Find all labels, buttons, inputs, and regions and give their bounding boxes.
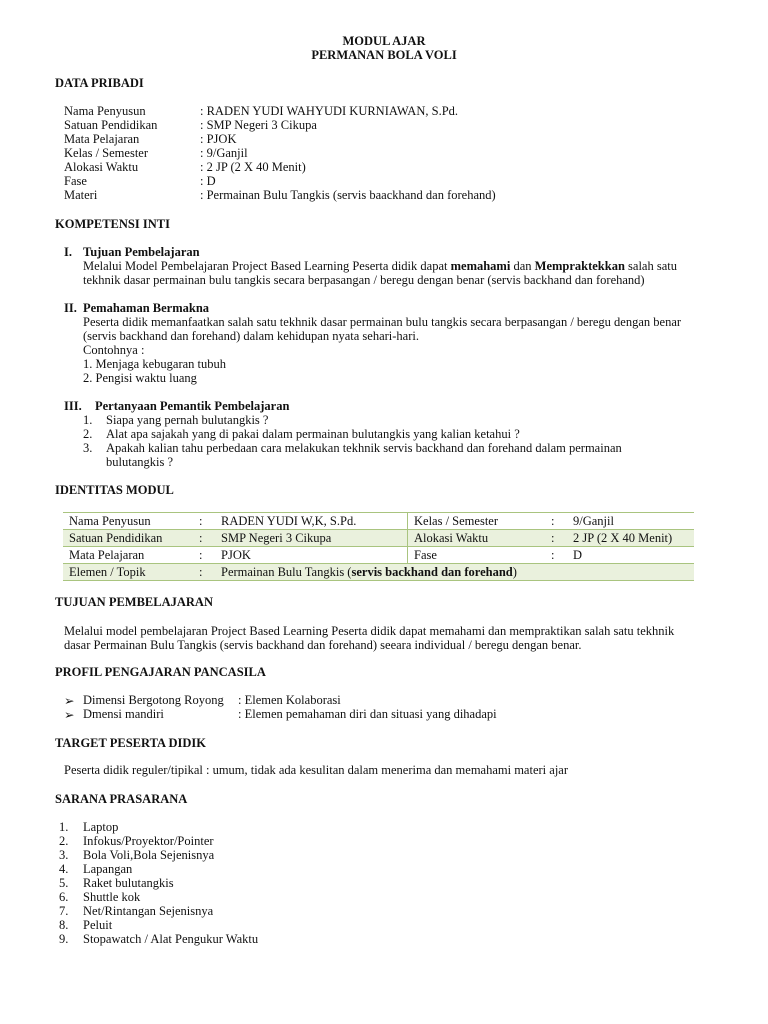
field-label: Fase <box>64 174 87 188</box>
subsection-title-pemahaman: Pemahaman Bermakna <box>83 301 210 315</box>
list-item-value: : Elemen Kolaborasi <box>238 693 341 707</box>
list-number: 2. <box>59 834 69 848</box>
list-item: 1. Menjaga kebugaran tubuh <box>83 357 227 371</box>
paragraph-line: dasar Permainan Bulu Tangkis (servis backhand dan forehand) seeara individual / beregu dengan benar. <box>64 638 582 652</box>
field-label: Nama Penyusun <box>64 104 146 118</box>
list-number: 6. <box>59 890 69 904</box>
table-row <box>63 547 694 564</box>
table-cell-value: 9/Ganjil <box>567 513 694 530</box>
table-cell-value: PJOK <box>215 547 408 564</box>
list-item-value: : Elemen pemahaman diri dan situasi yang dihadapi <box>238 707 497 721</box>
list-item: Raket bulutangkis <box>83 876 174 890</box>
list-item-label: Dimensi Bergotong Royong <box>83 693 224 707</box>
list-item-label: Dmensi mandiri <box>83 707 164 721</box>
field-label: Mata Pelajaran <box>64 132 140 146</box>
subsection-number: III. <box>64 399 82 413</box>
list-item: Laptop <box>83 820 119 834</box>
list-item: Alat apa sajakah yang di pakai dalam permainan bulutangkis yang kalian ketahui ? <box>106 427 520 441</box>
table-cell-colon: : <box>545 513 567 530</box>
section-heading-tujuan: TUJUAN PEMBELAJARAN <box>55 595 213 609</box>
table-cell-label: Alokasi Waktu <box>408 530 546 547</box>
section-heading-data-pribadi: DATA PRIBADI <box>55 76 144 90</box>
section-heading-target: TARGET PESERTA DIDIK <box>55 736 206 750</box>
identitas-modul-table <box>63 512 694 581</box>
paragraph-line: Melalui Model Pembelajaran Project Based Learning Peserta didik dapat memahami dan Mempraktekkan salah satu <box>83 259 677 273</box>
list-item: Peluit <box>83 918 113 932</box>
paragraph-line: Melalui model pembelajaran Project Based Learning Peserta didik dapat memahami dan mempraktikan salah satu tekhnik <box>64 624 675 638</box>
subsection-title-tujuan: Tujuan Pembelajaran <box>83 245 200 259</box>
field-label: Kelas / Semester <box>64 146 149 160</box>
table-cell-colon: : <box>193 564 215 581</box>
table-row <box>63 564 694 581</box>
list-item: Siapa yang pernah bulutangkis ? <box>106 413 269 427</box>
table-cell-label: Nama Penyusun <box>63 513 193 530</box>
field-value: : D <box>200 174 216 188</box>
list-number: 2. <box>83 427 93 441</box>
subsection-number: I. <box>64 245 72 259</box>
list-number: 3. <box>83 441 93 455</box>
section-heading-sarana: SARANA PRASARANA <box>55 792 188 806</box>
list-number: 7. <box>59 904 69 918</box>
list-item: Apakah kalian tahu perbedaan cara melakukan tekhnik servis backhand dan forehand dalam permainan <box>106 441 622 455</box>
list-item: Net/Rintangan Sejenisnya <box>83 904 214 918</box>
list-number: 5. <box>59 876 69 890</box>
subsection-title-pertanyaan: Pertanyaan Pemantik Pembelajaran <box>95 399 290 413</box>
table-cell-colon: : <box>545 547 567 564</box>
field-value: : 9/Ganjil <box>200 146 248 160</box>
table-cell-colon: : <box>545 530 567 547</box>
table-cell-value: 2 JP (2 X 40 Menit) <box>567 530 694 547</box>
field-value: : 2 JP (2 X 40 Menit) <box>200 160 306 174</box>
list-item: Stopawatch / Alat Pengukur Waktu <box>83 932 259 946</box>
table-cell-value: Permainan Bulu Tangkis (servis backhand dan forehand) <box>215 564 694 581</box>
list-number: 1. <box>59 820 69 834</box>
list-item: 2. Pengisi waktu luang <box>83 371 197 385</box>
table-cell-label: Fase <box>408 547 546 564</box>
field-value: : RADEN YUDI WAHYUDI KURNIAWAN, S.Pd. <box>200 104 459 118</box>
section-heading-profil: PROFIL PENGAJARAN PANCASILA <box>55 665 266 679</box>
list-number: 4. <box>59 862 69 876</box>
table-cell-label: Mata Pelajaran <box>63 547 193 564</box>
list-number: 8. <box>59 918 69 932</box>
list-item: Shuttle kok <box>83 890 141 904</box>
paragraph-line: Peserta didik reguler/tipikal : umum, tidak ada kesulitan dalam menerima dan memahami materi ajar <box>64 763 568 777</box>
table-cell-label: Kelas / Semester <box>408 513 546 530</box>
list-number: 3. <box>59 848 69 862</box>
doc-title-line1: MODUL AJAR <box>342 34 426 48</box>
list-item: Bola Voli,Bola Sejenisnya <box>83 848 215 862</box>
list-item-continuation: bulutangkis ? <box>106 455 174 469</box>
section-heading-kompetensi-inti: KOMPETENSI INTI <box>55 217 170 231</box>
table-cell-value: RADEN YUDI W,K, S.Pd. <box>215 513 408 530</box>
table-row <box>63 530 694 547</box>
field-label: Alokasi Waktu <box>64 160 139 174</box>
doc-title-line2: PERMANAN BOLA VOLI <box>311 48 457 62</box>
section-heading-identitas-modul: IDENTITAS MODUL <box>55 483 174 497</box>
table-cell-value: D <box>567 547 694 564</box>
paragraph-line: (servis backhand dan forehand) dalam kehidupan nyata sehari-hari. <box>83 329 419 343</box>
list-number: 1. <box>83 413 93 427</box>
paragraph-line: Peserta didik memanfaatkan salah satu tekhnik dasar permainan bulu tangkis secara berpasangan / beregu dengan benar <box>83 315 682 329</box>
list-number: 9. <box>59 932 69 946</box>
table-cell-colon: : <box>193 513 215 530</box>
field-label: Satuan Pendidikan <box>64 118 158 132</box>
table-cell-label: Elemen / Topik <box>63 564 193 581</box>
field-value: : Permainan Bulu Tangkis (servis baackhand dan forehand) <box>200 188 496 202</box>
arrow-bullet-icon: ➢ <box>64 708 75 722</box>
list-item: Lapangan <box>83 862 133 876</box>
field-value: : SMP Negeri 3 Cikupa <box>200 118 317 132</box>
table-cell-colon: : <box>193 547 215 564</box>
table-cell-colon: : <box>193 530 215 547</box>
table-cell-label: Satuan Pendidikan <box>63 530 193 547</box>
field-value: : PJOK <box>200 132 237 146</box>
paragraph-line: Contohnya : <box>83 343 145 357</box>
list-item: Infokus/Proyektor/Pointer <box>83 834 214 848</box>
paragraph-line: tekhnik dasar permainan bulu tangkis secara berpasangan / beregu dengan benar (servis backhand dan forehand) <box>83 273 645 287</box>
arrow-bullet-icon: ➢ <box>64 694 75 708</box>
table-cell-value: SMP Negeri 3 Cikupa <box>215 530 408 547</box>
subsection-number: II. <box>64 301 77 315</box>
field-label: Materi <box>64 188 98 202</box>
table-row <box>63 513 694 530</box>
